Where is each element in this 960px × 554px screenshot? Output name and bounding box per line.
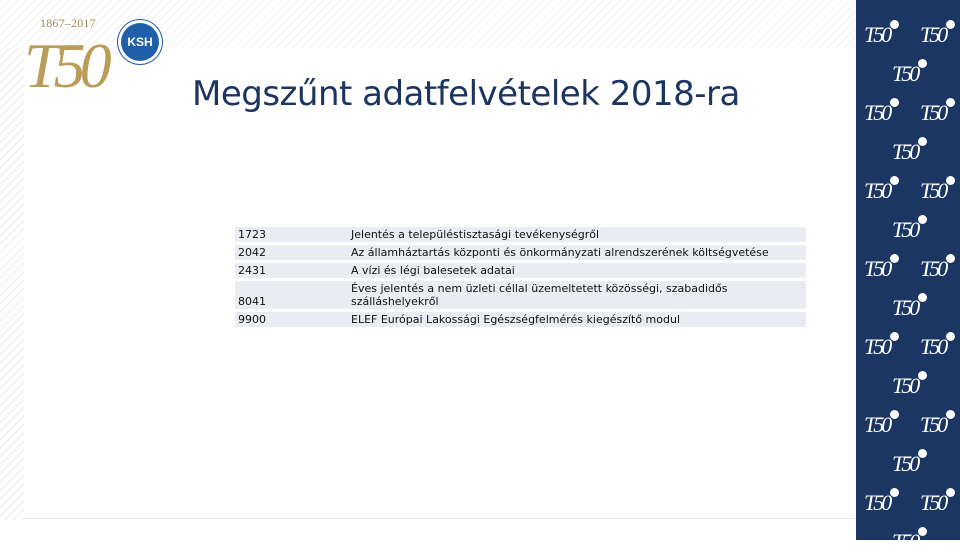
background-pattern-left <box>0 48 24 520</box>
survey-code: 2042 <box>235 245 348 260</box>
logo-years: 1867–2017 <box>40 16 96 30</box>
t150-pattern-icon: T50 <box>864 176 904 200</box>
discontinued-surveys-table <box>235 224 806 330</box>
t150-pattern-icon: T50 <box>864 332 904 356</box>
t150-pattern-icon: T50 <box>864 20 904 44</box>
t150-pattern-icon: T50 <box>892 59 932 83</box>
table-row <box>235 312 806 327</box>
t150-pattern-icon: T50 <box>920 176 960 200</box>
t150-pattern-icon: T50 <box>892 371 932 395</box>
t150-pattern-icon: T50 <box>864 410 904 434</box>
t150-pattern-icon: T50 <box>920 254 960 278</box>
survey-description: Jelentés a településtisztasági tevékenységről <box>348 227 806 242</box>
table-row <box>235 281 806 309</box>
ksh-150-logo <box>18 10 160 106</box>
survey-code: 9900 <box>235 312 348 327</box>
t150-pattern-icon: T50 <box>892 293 932 317</box>
survey-code: 1723 <box>235 227 348 242</box>
t150-pattern-icon: T50 <box>864 98 904 122</box>
t150-pattern-icon: T50 <box>920 488 960 512</box>
t150-pattern-icon: T50 <box>920 20 960 44</box>
table-row <box>235 263 806 278</box>
t150-pattern-icon: T50 <box>864 254 904 278</box>
survey-description: Éves jelentés a nem üzleti céllal üzemeltetett közösségi, szabadidős szálláshelyekről <box>348 281 806 309</box>
t150-pattern-icon: T50 <box>920 332 960 356</box>
survey-code: 2431 <box>235 263 348 278</box>
survey-description: Az államháztartás központi és önkormányzati alrendszerének költségvetése <box>348 245 806 260</box>
t150-pattern-icon: T50 <box>920 410 960 434</box>
divider <box>24 518 856 519</box>
t150-pattern-icon: T50 <box>892 137 932 161</box>
t150-pattern-icon: T50 <box>920 98 960 122</box>
t150-pattern-icon: T50 <box>892 449 932 473</box>
decorative-sidebar <box>856 0 960 554</box>
ksh-badge-icon: KSH <box>118 20 162 64</box>
page-title: Megszűnt adatfelvételek 2018-ra <box>192 74 740 114</box>
survey-description: ELEF Európai Lakossági Egészségfelmérés kiegészítő modul <box>348 312 806 327</box>
survey-code: 8041 <box>235 281 348 309</box>
survey-description: A vízi és légi balesetek adatai <box>348 263 806 278</box>
t150-pattern-icon: T50 <box>864 488 904 512</box>
logo-t150-mark: T50 <box>24 30 106 101</box>
t150-pattern-icon: T50 <box>892 215 932 239</box>
table-row <box>235 227 806 242</box>
t150-pattern-icon: T50 <box>892 527 932 551</box>
table-row <box>235 245 806 260</box>
